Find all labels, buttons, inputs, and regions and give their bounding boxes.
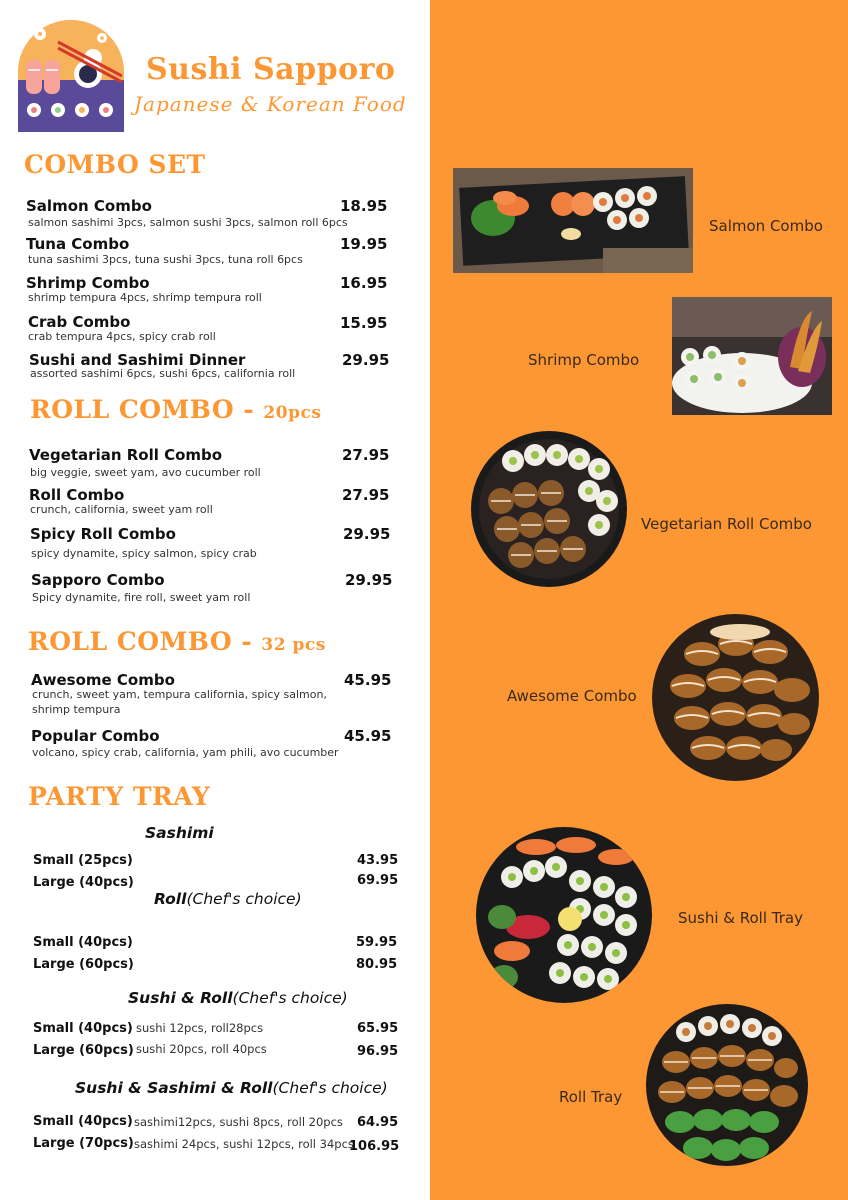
tray-size: Large (60pcs)	[33, 957, 134, 972]
shrimp-combo-photo	[672, 297, 832, 415]
brand-tagline: Japanese & Korean Food	[134, 92, 407, 116]
menu-item-desc: big veggie, sweet yam, avo cucumber roll	[30, 466, 261, 479]
menu-item-price: 18.95	[340, 197, 388, 215]
tray-size: Large (60pcs)	[33, 1043, 134, 1058]
sushi-logo-icon	[18, 20, 124, 132]
photo-label: Salmon Combo	[709, 217, 823, 235]
tray-size: Small (40pcs)	[33, 1021, 133, 1036]
tray-price: 106.95	[349, 1139, 400, 1154]
photo-label: Shrimp Combo	[528, 351, 640, 369]
menu-item-name: Sushi and Sashimi Dinner	[29, 351, 246, 369]
tray-size: Small (40pcs)	[33, 935, 133, 950]
menu-item-desc: assorted sashimi 6pcs, sushi 6pcs, california roll	[30, 367, 296, 380]
tray-desc: sashimi 24pcs, sushi 12pcs, roll 34pcs	[134, 1137, 354, 1151]
menu-item-name: Crab Combo	[28, 313, 131, 331]
tray-group-title: Sushi & Sashimi & Roll(Chef's choice)	[75, 1079, 388, 1097]
tray-desc: sashimi12pcs, sushi 8pcs, roll 20pcs	[134, 1115, 343, 1129]
salmon-combo-photo	[453, 168, 693, 273]
section-title-roll-combo-20: ROLL COMBO - 20pcs	[30, 395, 322, 424]
tray-price: 96.95	[357, 1044, 399, 1059]
photo-label: Vegetarian Roll Combo	[641, 515, 812, 533]
menu-item-desc: shrimp tempura 4pcs, shrimp tempura roll	[28, 291, 262, 304]
awesome-combo-photo	[652, 614, 819, 781]
menu-item-name: Shrimp Combo	[26, 274, 150, 292]
photo-label: Awesome Combo	[507, 687, 637, 705]
menu-item-name: Sapporo Combo	[31, 571, 165, 589]
menu-item-price: 45.95	[344, 671, 392, 689]
menu-item-name: Roll Combo	[29, 486, 125, 504]
menu-item-price: 16.95	[340, 274, 388, 292]
section-title-combo-set: COMBO SET	[24, 150, 206, 179]
menu-item-price: 29.95	[342, 351, 390, 369]
menu-item-desc: crunch, sweet yam, tempura california, spicy salmon, shrimp tempura	[32, 688, 327, 716]
menu-item-price: 29.95	[345, 571, 393, 589]
menu-item-desc: crab tempura 4pcs, spicy crab roll	[28, 330, 216, 343]
menu-item-name: Vegetarian Roll Combo	[29, 446, 223, 464]
menu-item-price: 45.95	[344, 727, 392, 745]
section-title-party-tray: PARTY TRAY	[28, 782, 211, 811]
menu-item-name: Awesome Combo	[31, 671, 175, 689]
tray-group-title: Sashimi	[145, 824, 214, 842]
tray-price: 69.95	[357, 873, 399, 888]
tray-desc: sushi 12pcs, roll28pcs	[136, 1021, 264, 1035]
menu-item-price: 29.95	[343, 525, 391, 543]
menu-item-desc: tuna sashimi 3pcs, tuna sushi 3pcs, tuna roll 6pcs	[28, 253, 303, 266]
menu-item-desc: salmon sashimi 3pcs, salmon sushi 3pcs, salmon roll 6pcs	[28, 216, 348, 229]
tray-size: Large (70pcs)	[33, 1136, 134, 1151]
tray-price: 65.95	[357, 1021, 399, 1036]
section-title-roll-combo-32: ROLL COMBO - 32 pcs	[28, 627, 326, 656]
menu-item-desc: volcano, spicy crab, california, yam phili, avo cucumber	[32, 746, 339, 759]
menu-item-name: Spicy Roll Combo	[30, 525, 176, 543]
menu-item-price: 19.95	[340, 235, 388, 253]
tray-size: Small (25pcs)	[33, 853, 133, 868]
menu-item-desc: spicy dynamite, spicy salmon, spicy crab	[31, 547, 257, 560]
vegetarian-roll-combo-photo	[471, 431, 627, 587]
tray-group-title: Sushi & Roll(Chef's choice)	[128, 989, 348, 1007]
menu-item-name: Tuna Combo	[26, 235, 130, 253]
tray-group-title: Roll(Chef's choice)	[154, 890, 302, 908]
menu-item-price: 15.95	[340, 314, 388, 332]
sushi-roll-tray-photo	[476, 827, 652, 1003]
brand-name: Sushi Sapporo	[146, 52, 396, 87]
menu-item-price: 27.95	[342, 486, 390, 504]
menu-item-name: Popular Combo	[31, 727, 160, 745]
tray-price: 80.95	[356, 957, 398, 972]
tray-desc: sushi 20pcs, roll 40pcs	[136, 1042, 267, 1056]
menu-item-price: 27.95	[342, 446, 390, 464]
tray-size: Large (40pcs)	[33, 875, 134, 890]
menu-item-name: Salmon Combo	[26, 197, 152, 215]
menu-item-desc: Spicy dynamite, fire roll, sweet yam roll	[32, 591, 251, 604]
photo-label: Sushi & Roll Tray	[678, 909, 803, 927]
tray-price: 64.95	[357, 1115, 399, 1130]
tray-price: 59.95	[356, 935, 398, 950]
menu-item-desc: crunch, california, sweet yam roll	[30, 503, 213, 516]
tray-size: Small (40pcs)	[33, 1114, 133, 1129]
photo-label: Roll Tray	[559, 1088, 623, 1106]
roll-tray-photo	[646, 1004, 808, 1166]
tray-price: 43.95	[357, 853, 399, 868]
